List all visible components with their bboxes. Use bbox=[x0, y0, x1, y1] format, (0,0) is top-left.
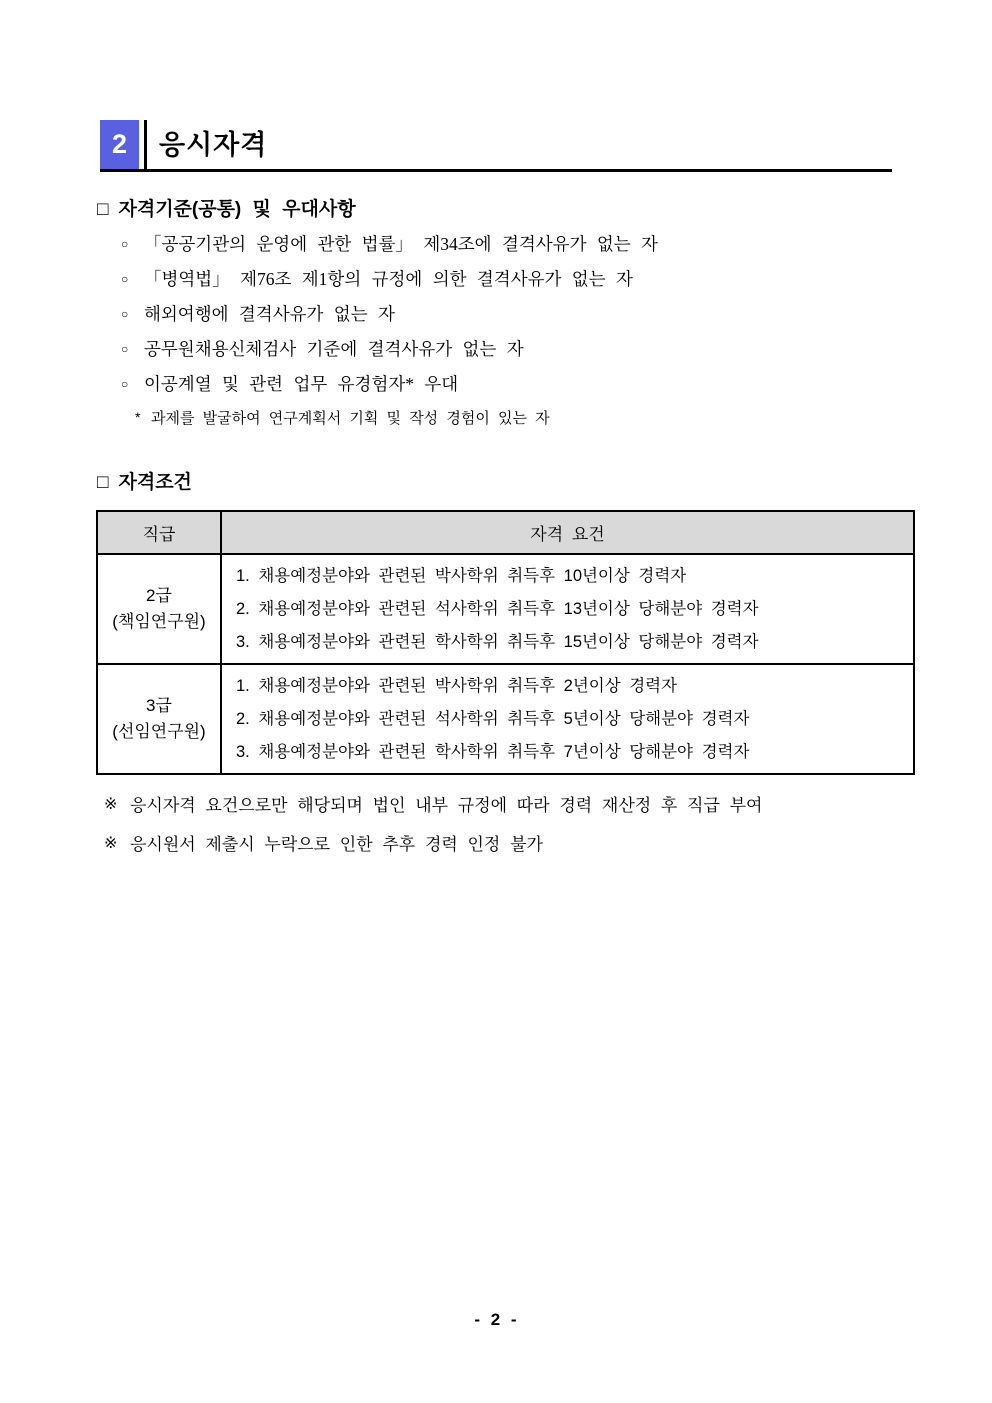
section-header bbox=[100, 121, 892, 172]
conditions-heading bbox=[97, 467, 192, 494]
footnote-text: 응시자격 요건으로만 해당되며 법인 내부 규정에 따라 경력 재산정 후 직급 부여 bbox=[130, 796, 763, 815]
requirement-line: 1. 채용예정분야와 관련된 박사학위 취득후 2년이상 경력자 bbox=[236, 676, 678, 695]
reference-mark-icon: ※ bbox=[104, 834, 118, 852]
square-bullet-icon: □ bbox=[97, 199, 109, 220]
bullet-text: 공무원채용신체검사 기준에 결격사유가 없는 자 bbox=[144, 339, 524, 359]
requirement-line: 2. 채용예정분야와 관련된 석사학위 취득후 5년이상 당해분야 경력자 bbox=[236, 709, 750, 728]
grade-label: 2급 bbox=[146, 586, 172, 605]
section-title: 응시자격 bbox=[159, 130, 268, 160]
grade-title: (선임연구원) bbox=[112, 722, 206, 741]
list-item bbox=[121, 331, 911, 366]
table-row bbox=[97, 664, 914, 774]
asterisk-icon: * bbox=[135, 409, 141, 425]
criteria-heading-text: 자격기준(공통) 및 우대사항 bbox=[118, 199, 356, 220]
qualification-table bbox=[96, 510, 915, 775]
circle-bullet-icon: ○ bbox=[121, 376, 129, 391]
reference-mark-icon: ※ bbox=[104, 795, 118, 813]
requirements-cell bbox=[221, 664, 914, 774]
requirements-cell bbox=[221, 554, 914, 664]
bullet-text: 해외여행에 결격사유가 없는 자 bbox=[144, 304, 395, 324]
table-row bbox=[97, 554, 914, 664]
square-bullet-icon: □ bbox=[97, 472, 109, 493]
bullet-text: 「공공기관의 운영에 관한 법률」 제34조에 결격사유가 없는 자 bbox=[144, 234, 658, 254]
requirement-line: 2. 채용예정분야와 관련된 석사학위 취득후 13년이상 당해분야 경력자 bbox=[236, 599, 759, 618]
footnotes bbox=[104, 784, 904, 862]
grade-label: 3급 bbox=[146, 696, 172, 715]
requirement-line: 1. 채용예정분야와 관련된 박사학위 취득후 10년이상 경력자 bbox=[236, 566, 687, 585]
grade-cell bbox=[97, 554, 221, 664]
col-header-grade: 직급 bbox=[97, 511, 221, 554]
circle-bullet-icon: ○ bbox=[121, 306, 129, 321]
badge-divider-rule bbox=[144, 120, 147, 169]
list-item bbox=[121, 226, 911, 261]
footnote bbox=[104, 823, 904, 862]
circle-bullet-icon: ○ bbox=[121, 341, 129, 356]
bullet-text: 「병역법」 제76조 제1항의 규정에 의한 결격사유가 없는 자 bbox=[144, 269, 633, 289]
criteria-heading bbox=[97, 194, 356, 221]
circle-bullet-icon: ○ bbox=[121, 271, 129, 286]
section-number-badge: 2 bbox=[100, 120, 139, 169]
list-item bbox=[121, 296, 911, 331]
subnote-text: 과제를 발굴하여 연구계획서 기획 및 작성 경험이 있는 자 bbox=[151, 409, 550, 427]
col-header-requirements: 자격 요건 bbox=[221, 511, 914, 554]
list-item bbox=[121, 366, 911, 401]
grade-title: (책임연구원) bbox=[112, 612, 206, 631]
grade-cell bbox=[97, 664, 221, 774]
footnote bbox=[104, 784, 904, 823]
criteria-bullet-list bbox=[121, 226, 911, 433]
table-header-row bbox=[97, 511, 914, 554]
page-number: - 2 - bbox=[474, 1310, 518, 1329]
circle-bullet-icon: ○ bbox=[121, 236, 129, 251]
conditions-heading-text: 자격조건 bbox=[118, 472, 192, 493]
list-item bbox=[121, 261, 911, 296]
bullet-text: 이공계열 및 관련 업무 유경험자* 우대 bbox=[144, 374, 459, 394]
list-subnote bbox=[135, 401, 911, 433]
requirement-line: 3. 채용예정분야와 관련된 학사학위 취득후 15년이상 당해분야 경력자 bbox=[236, 632, 759, 651]
footnote-text: 응시원서 제출시 누락으로 인한 추후 경력 인정 불가 bbox=[130, 835, 543, 854]
requirement-line: 3. 채용예정분야와 관련된 학사학위 취득후 7년이상 당해분야 경력자 bbox=[236, 742, 750, 761]
